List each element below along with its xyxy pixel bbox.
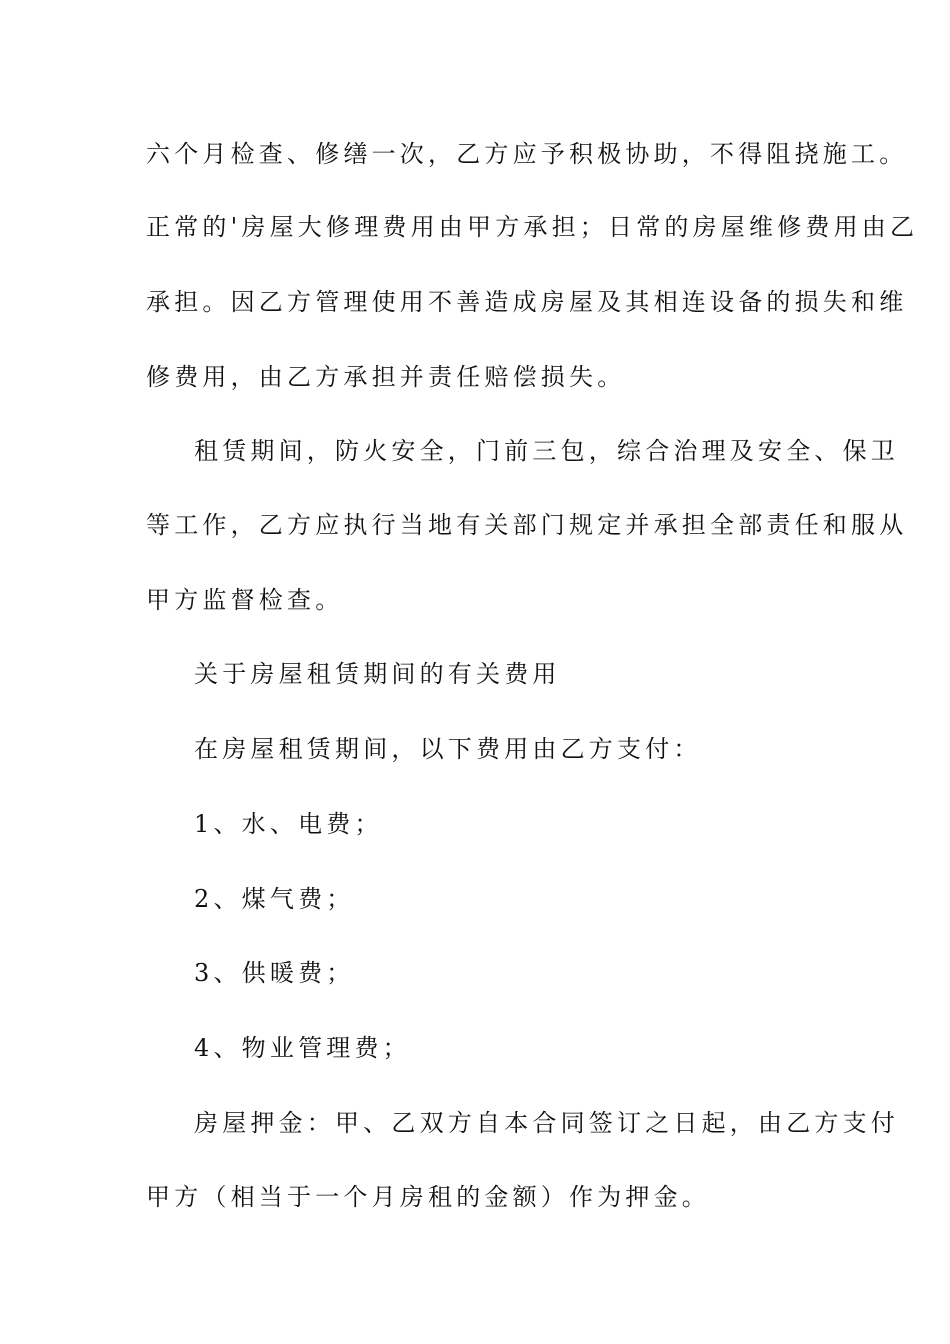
paragraph-line: 甲方监督检查。	[146, 586, 344, 614]
paragraph-line: 房屋押金：甲、乙双方自本合同签订之日起，由乙方支付	[194, 1109, 899, 1137]
list-item: 4、物业管理费；	[194, 1034, 411, 1062]
paragraph-line: 租赁期间，防火安全，门前三包，综合治理及安全、保卫	[194, 437, 899, 465]
paragraph-line: 修费用，由乙方承担并责任赔偿损失。	[146, 363, 626, 391]
paragraph-line: 在房屋租赁期间，以下费用由乙方支付：	[194, 735, 702, 763]
paragraph-line: 承担。因乙方管理使用不善造成房屋及其相连设备的损失和维	[146, 288, 908, 316]
paragraph-line: 正常的'房屋大修理费用由甲方承担；日常的房屋维修费用由乙	[146, 213, 919, 241]
list-item: 2、煤气费；	[194, 885, 355, 913]
paragraph-line: 等工作，乙方应执行当地有关部门规定并承担全部责任和服从	[146, 511, 908, 539]
list-item: 1、水、电费；	[194, 810, 383, 838]
paragraph-line: 甲方（相当于一个月房租的金额）作为押金。	[146, 1183, 710, 1211]
section-heading: 关于房屋租赁期间的有关费用	[194, 660, 561, 688]
list-item: 3、供暖费；	[194, 959, 355, 987]
paragraph-line: 六个月检查、修缮一次，乙方应予积极协助，不得阻挠施工。	[146, 140, 908, 168]
